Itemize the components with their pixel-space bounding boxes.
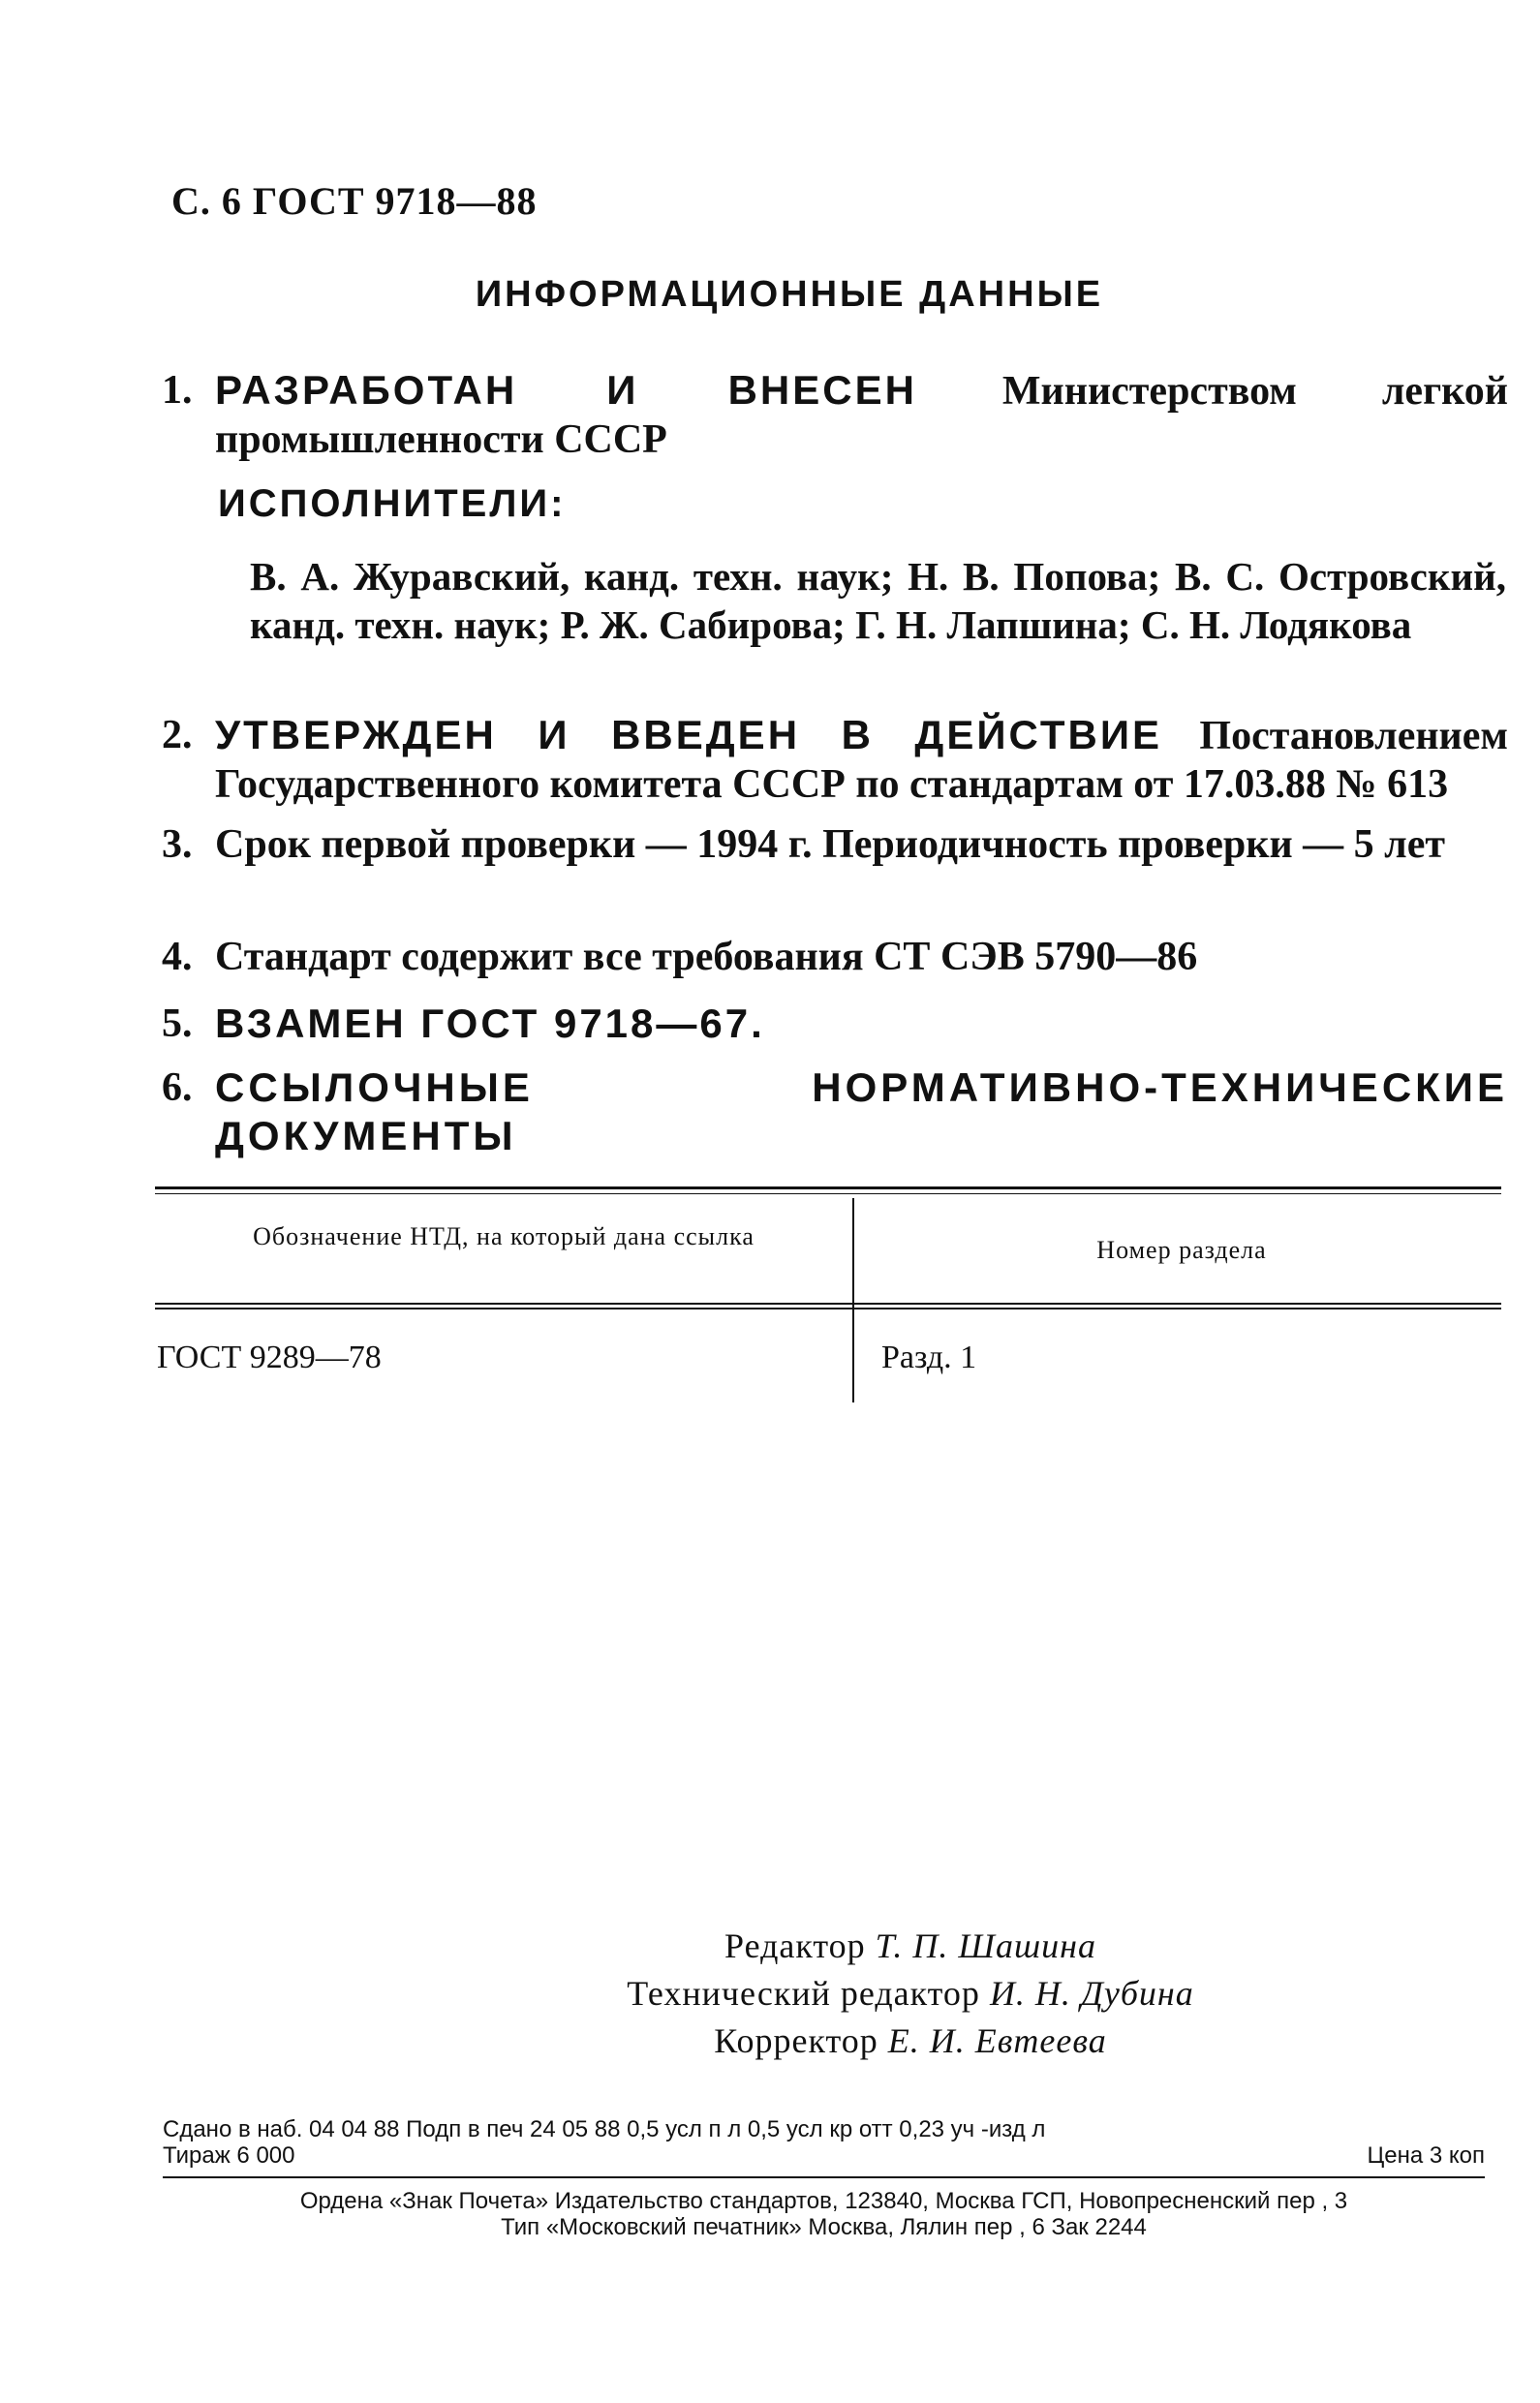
list-item-4 [162, 933, 1508, 981]
item-rest: Министерством легкой промышленности СССР [215, 369, 1508, 462]
executors-heading: ИСПОЛНИТЕЛИ: [218, 482, 567, 525]
item-text: ВЗАМЕН ГОСТ 9718—67. [215, 1001, 765, 1046]
credit-tech-editor [0, 1970, 1540, 2018]
credit-name: Е. И. Евтеева [887, 2021, 1107, 2060]
table-rule [155, 1186, 1501, 1189]
item-lead: РАЗРАБОТАН И ВНЕСЕН [215, 367, 917, 413]
credit-editor [0, 1923, 1540, 1970]
list-item-5 [162, 1000, 1508, 1048]
table-header-doc: Обозначение НТД, на который дана ссылка [253, 1222, 755, 1250]
credit-proofreader [0, 2018, 1540, 2065]
item-rest: Постановлением Государственного комитета СССР по стандартам от 17.03.88 № 613 [215, 714, 1508, 807]
item-text [215, 711, 1508, 809]
imprint-print-run: Тираж 6 000 [163, 2142, 295, 2169]
credits [0, 1923, 1540, 2065]
credit-label: Редактор [724, 1926, 866, 1965]
page-header: С. 6 ГОСТ 9718—88 [171, 179, 538, 223]
column-divider [852, 1198, 854, 1402]
imprint [163, 2116, 1485, 2240]
item-lead: УТВЕРЖДЕН И ВВЕДЕН В ДЕЙСТВИЕ [215, 712, 1163, 757]
imprint-row [163, 2142, 1485, 2169]
page-title: ИНФОРМАЦИОННЫЕ ДАННЫЕ [475, 274, 1104, 315]
item-text: Срок первой проверки — 1994 г. Периодичность проверки — 5 лет [215, 822, 1446, 867]
item-text [215, 366, 1508, 464]
credit-name: И. Н. Дубина [989, 1974, 1194, 2013]
table-rule [155, 1303, 1501, 1305]
imprint-rule [163, 2176, 1485, 2178]
item-number: 4. [162, 935, 193, 979]
item-number: 6. [162, 1065, 193, 1110]
credit-name: Т. П. Шашина [875, 1926, 1096, 1965]
imprint-line: Сдано в наб. 04 04 88 Подп в печ 24 05 88 0,5 усл п л 0,5 усл кр отт 0,23 уч -изд л [163, 2116, 1046, 2142]
list-item-1 [162, 366, 1508, 464]
imprint-printer: Тип «Московский печатник» Москва, Лялин пер , 6 Зак 2244 [501, 2214, 1147, 2240]
table-cell-section: Разд. 1 [881, 1340, 977, 1375]
item-number: 5. [162, 1001, 193, 1046]
imprint-price: Цена 3 коп [1367, 2142, 1485, 2169]
item-text: ССЫЛОЧНЫЕ НОРМАТИВНО-ТЕХНИЧЕСКИЕ ДОКУМЕНТЫ [215, 1064, 1508, 1158]
item-number: 1. [162, 368, 193, 413]
imprint-publisher: Ордена «Знак Почета» Издательство стандартов, 123840, Москва ГСП, Новопресненский пер , 3 [299, 2188, 1348, 2214]
credit-label: Корректор [714, 2021, 878, 2060]
table-rule [155, 1193, 1501, 1194]
table-rule [155, 1308, 1501, 1309]
list-item-6 [162, 1063, 1508, 1160]
table-header-section: Номер раздела [1096, 1236, 1267, 1264]
list-item-3 [162, 820, 1508, 869]
list-item-2 [162, 711, 1508, 809]
credit-label: Технический редактор [627, 1974, 980, 2013]
item-number: 3. [162, 822, 193, 867]
table-cell-doc: ГОСТ 9289—78 [157, 1340, 382, 1375]
item-text: Стандарт содержит все требования СТ СЭВ 5790—86 [215, 935, 1198, 979]
reference-table [155, 1186, 1501, 1404]
item-number: 2. [162, 713, 193, 757]
executors-list: В. А. Журавский, канд. техн. наук; Н. В. Попова; В. С. Островский, канд. техн. наук; Р. Ж. Сабирова; Г. Н. Лапшина; С. Н. Лодякова [250, 554, 1506, 647]
